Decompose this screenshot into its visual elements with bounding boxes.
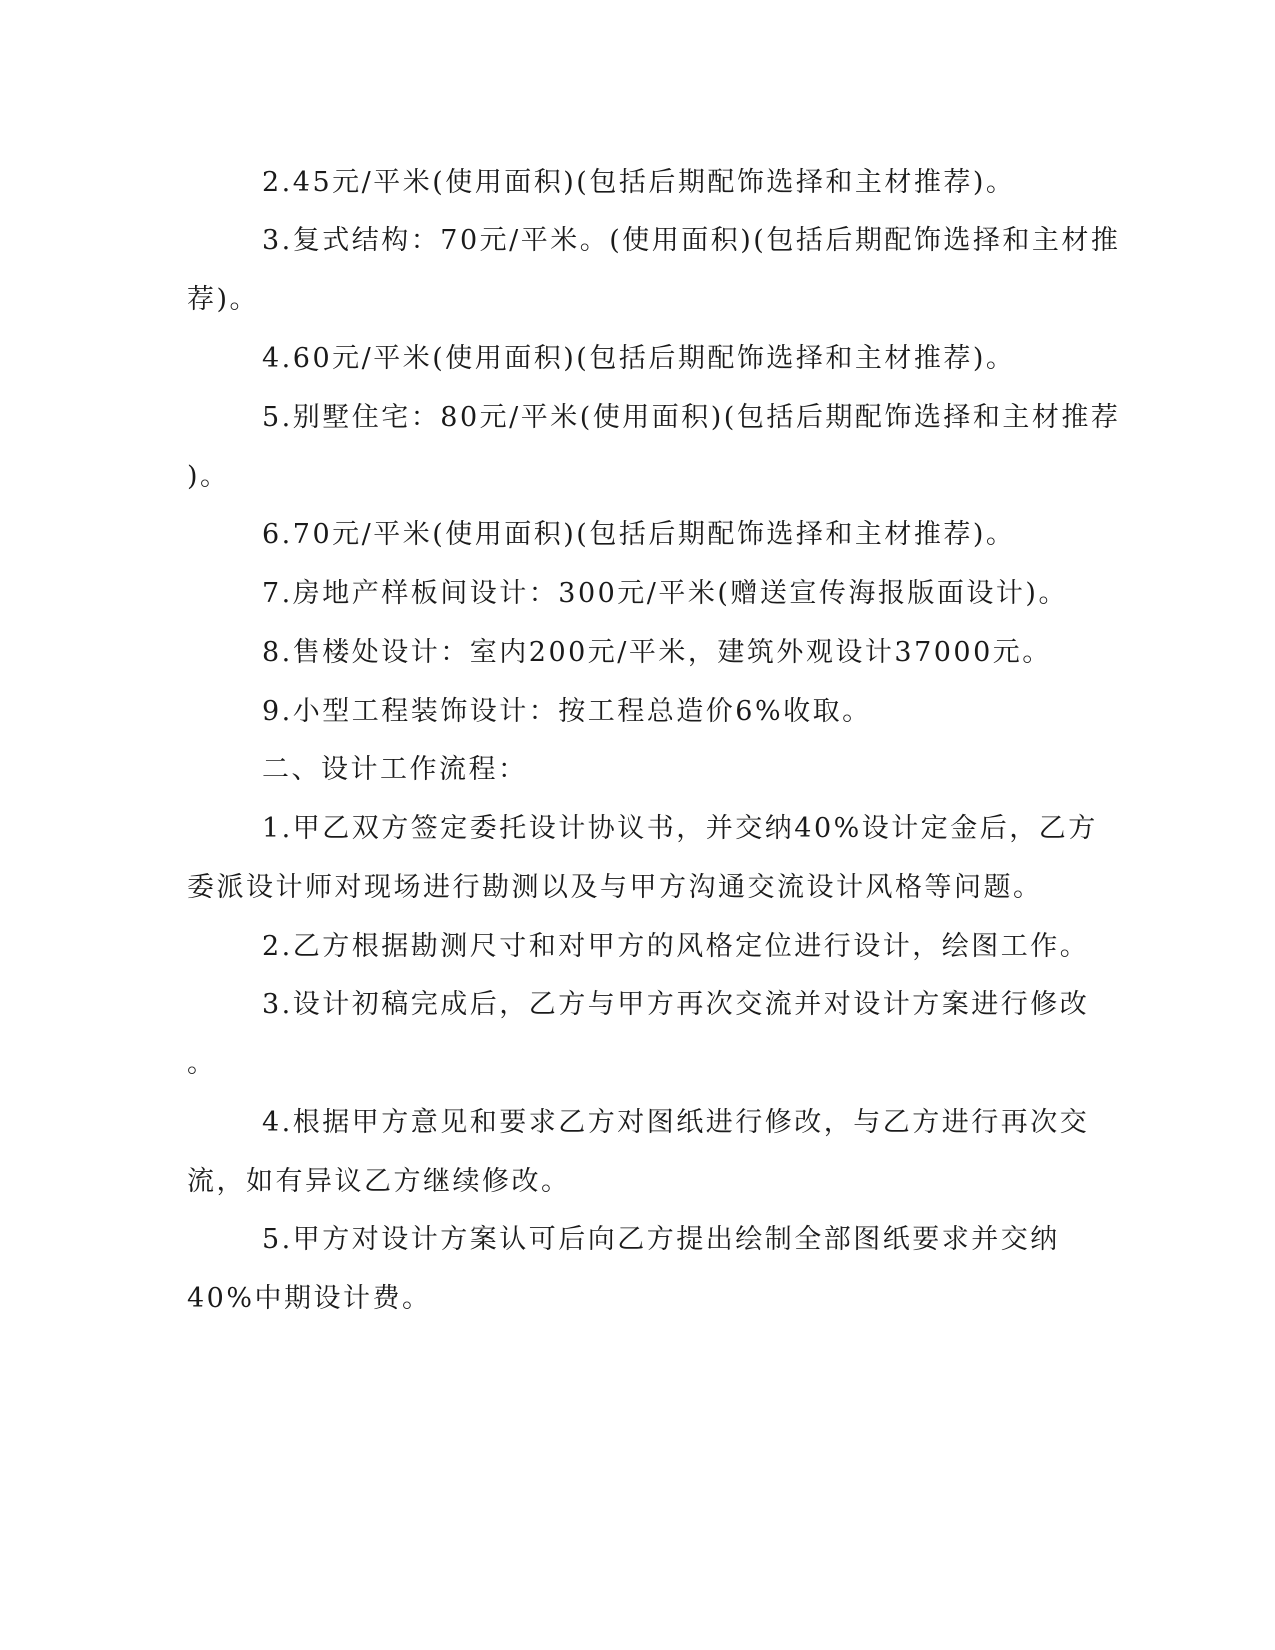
text-line: 。 xyxy=(187,1048,217,1079)
text-line: 8.售楼处设计：室内200元/平米，建筑外观设计37000元。 xyxy=(262,637,1052,668)
text-line: 荐)。 xyxy=(187,284,260,315)
text-line: 9.小型工程装饰设计：按工程总造价6%收取。 xyxy=(262,696,872,727)
text-line: 3.设计初稿完成后，乙方与甲方再次交流并对设计方案进行修改 xyxy=(262,989,1090,1020)
section-heading: 二、设计工作流程： xyxy=(262,754,528,785)
text-line: 4.根据甲方意见和要求乙方对图纸进行修改，与乙方进行再次交 xyxy=(262,1107,1090,1138)
text-line: 4.60元/平米(使用面积)(包括后期配饰选择和主材推荐)。 xyxy=(262,343,1016,374)
text-line: 5.甲方对设计方案认可后向乙方提出绘制全部图纸要求并交纳 xyxy=(262,1224,1060,1255)
text-line: 3.复式结构：70元/平米。(使用面积)(包括后期配饰选择和主材推 xyxy=(262,225,1121,256)
text-line: )。 xyxy=(187,461,230,492)
text-line: 5.别墅住宅：80元/平米(使用面积)(包括后期配饰选择和主材推荐 xyxy=(262,402,1121,433)
text-line: 流，如有异议乙方继续修改。 xyxy=(187,1166,571,1197)
text-line: 1.甲乙双方签定委托设计协议书，并交纳40%设计定金后，乙方 xyxy=(262,813,1098,844)
text-line: 委派设计师对现场进行勘测以及与甲方沟通交流设计风格等问题。 xyxy=(187,872,1043,903)
text-line: 7.房地产样板间设计：300元/平米(赠送宣传海报版面设计)。 xyxy=(262,578,1068,609)
text-line: 6.70元/平米(使用面积)(包括后期配饰选择和主材推荐)。 xyxy=(262,519,1016,550)
text-line: 2.45元/平米(使用面积)(包括后期配饰选择和主材推荐)。 xyxy=(262,167,1016,198)
text-line: 2.乙方根据勘测尺寸和对甲方的风格定位进行设计，绘图工作。 xyxy=(262,931,1090,962)
text-line: 40%中期设计费。 xyxy=(187,1283,432,1314)
